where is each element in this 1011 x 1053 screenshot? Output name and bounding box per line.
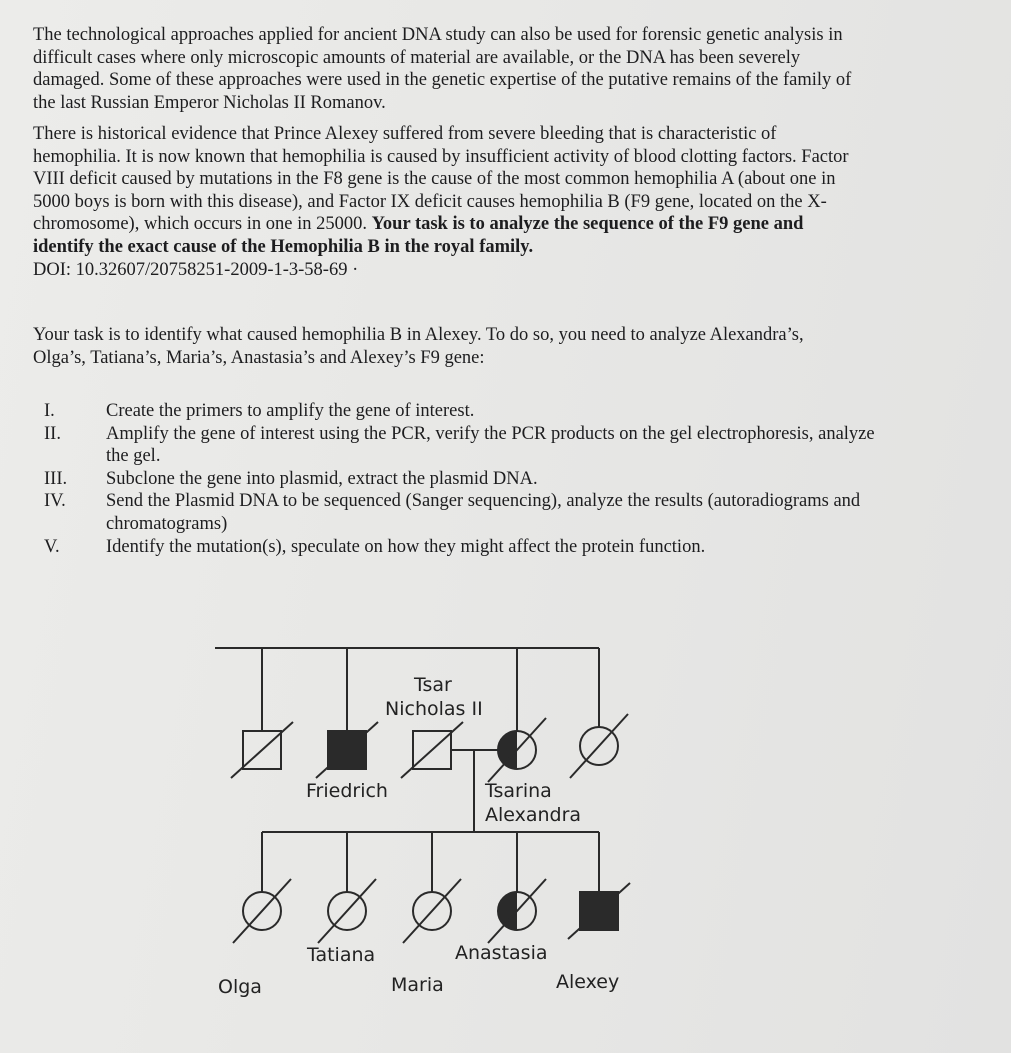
history-line: hemophilia. It is now known that hemophilia is caused by insufficient activity of blood clotting factors. Factor: [33, 146, 849, 167]
step-text: Create the primers to amplify the gene of interest.: [106, 401, 475, 421]
intro-paragraph: [33, 24, 998, 114]
maria-label: Maria: [391, 974, 444, 996]
step-item: [44, 490, 1004, 535]
step-text: Identify the mutation(s), speculate on how they might affect the protein function.: [106, 536, 706, 557]
history-paragraph: [33, 123, 998, 281]
task-line: Your task is to identify what caused hemophilia B in Alexey. To do so, you need to analyze Alexandra’s,: [33, 325, 804, 345]
task-highlight: identify the exact cause of the Hemophilia B in the royal family.: [33, 236, 534, 257]
intro-line: the last Russian Emperor Nicholas II Romanov.: [33, 92, 386, 113]
step-text: Send the Plasmid DNA to be sequenced (Sanger sequencing), analyze the results (autoradiograms and: [106, 491, 861, 512]
anastasia-label: Anastasia: [455, 942, 548, 964]
step-item: [44, 423, 1004, 468]
history-line: [33, 213, 998, 236]
olga-label: Olga: [218, 976, 262, 998]
history-line: There is historical evidence that Prince Alexey suffered from severe bleeding that is characteristic of: [33, 124, 777, 144]
intro-line: damaged. Some of these approaches were used in the genetic expertise of the putative remains of the family of: [33, 70, 852, 91]
step-item: [44, 400, 1004, 423]
task-paragraph: [33, 324, 998, 369]
tsar-name-label: Nicholas II: [385, 698, 483, 720]
alexandra-label: Alexandra: [485, 804, 582, 826]
intro-line: difficult cases where only microscopic amounts of material are available, or the DNA has been severely: [33, 47, 801, 68]
steps-list: [44, 400, 1004, 558]
pedigree-chart: [0, 620, 1011, 1020]
step-item: [44, 468, 1004, 491]
step-text: the gel.: [106, 446, 161, 467]
tsar-label: Tsar: [414, 674, 452, 696]
history-line: VIII deficit caused by mutations in the F8 gene is the cause of the most common hemophilia A (about one in: [33, 169, 836, 190]
history-text: chromosome), which occurs in one in 25000.: [33, 214, 372, 235]
history-line: 5000 boys is born with this disease), and Factor IX deficit causes hemophilia B (F9 gene, located on the X-: [33, 191, 827, 212]
task-highlight: Your task is to analyze the sequence of the F9 gene and: [371, 214, 804, 235]
alexey-label: Alexey: [556, 971, 620, 993]
step-number: V.: [44, 536, 60, 557]
step-number: II.: [44, 423, 61, 444]
intro-line: The technological approaches applied for ancient DNA study can also be used for forensic genetic analysis in: [33, 25, 843, 45]
step-item: [44, 536, 1004, 559]
step-number: I.: [44, 401, 55, 421]
friedrich-label: Friedrich: [306, 780, 388, 802]
tatiana-label: Tatiana: [307, 944, 376, 966]
task-line: Olga’s, Tatiana’s, Maria’s, Anastasia’s and Alexey’s F9 gene:: [33, 347, 485, 368]
step-number: III.: [44, 468, 68, 489]
tsarina-label: Tsarina: [485, 780, 552, 802]
step-text: Amplify the gene of interest using the PCR, verify the PCR products on the gel electrophoresis, analyze: [106, 423, 875, 444]
doi-reference: DOI: 10.32607/20758251-2009-1-3-58-69 ·: [33, 259, 359, 280]
step-text: Subclone the gene into plasmid, extract the plasmid DNA.: [106, 468, 538, 489]
step-text: chromatograms): [106, 513, 228, 534]
step-number: IV.: [44, 491, 66, 512]
